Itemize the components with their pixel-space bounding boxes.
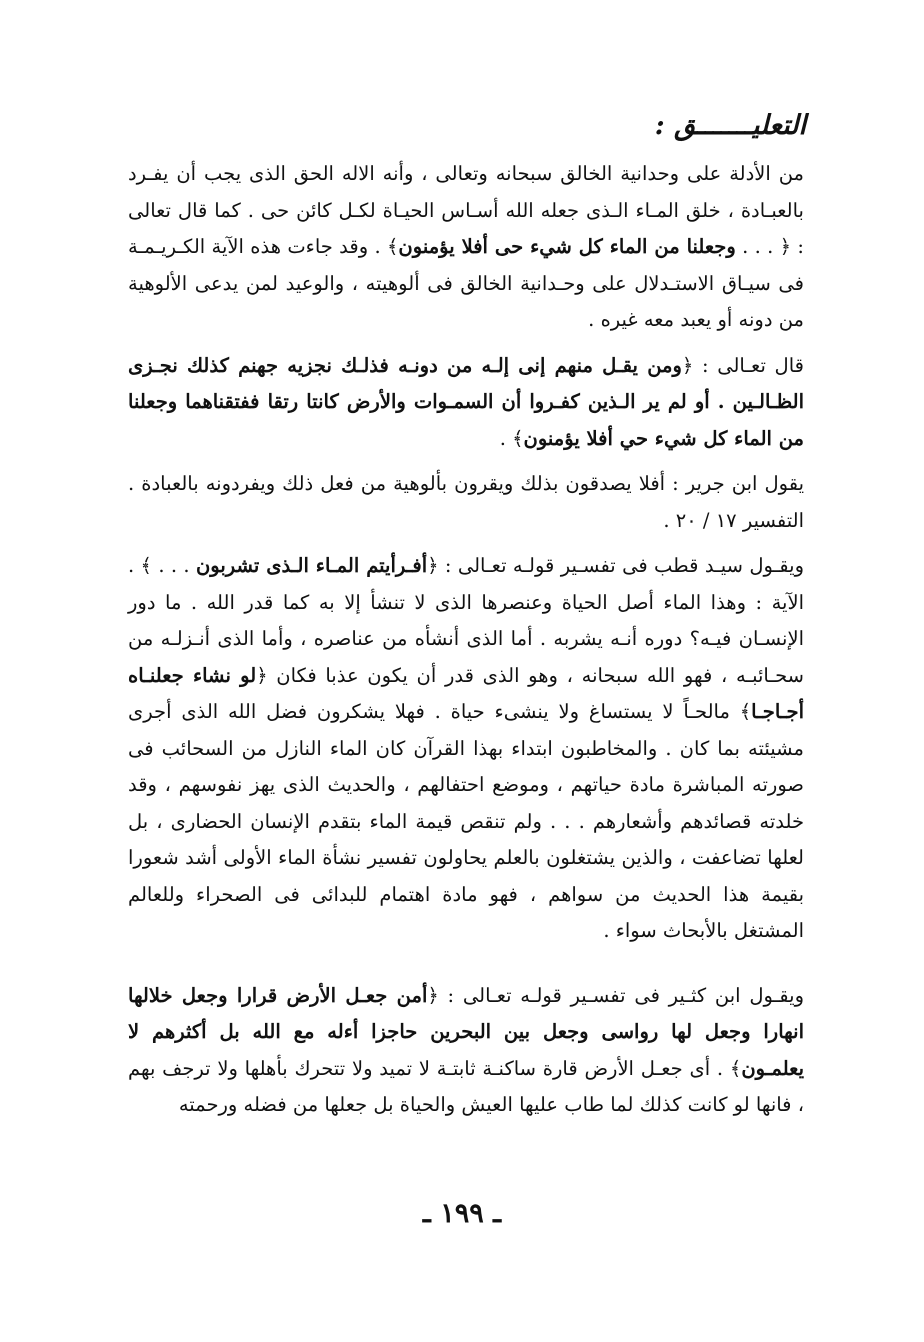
paragraph-text: قال تعـالى : ﴿ bbox=[681, 353, 804, 377]
paragraph-5 bbox=[128, 978, 804, 1124]
paragraph-4 bbox=[128, 548, 804, 950]
paragraph-1 bbox=[128, 156, 804, 339]
paragraph-text: ﴾ مالحـاً لا يستساغ ولا ينشىء حياة . فهلا يشكرون فضل الله الذى أجرى مشيئته بما كان . والمخاطبون ابتداء بهذا القرآن كان الماء النازل من السحائب فى صورته المباشرة مادة حياتهم ، وموضع احتفالهم ، والحديث الذى يهز نفوسهم ، وقد خلدته قصائدهم وأشعارهم . . . ولم تنقص قيمة الماء بتقدم الإنسان الحضارى ، بل لعلها تضاعفت ، والذين يشتغلون بالعلم يحاولون تفسير نشأة الماء الأولى أشد شعورا بقيمة هذا الحديث من سواهم ، فهو مادة اهتمام للبدائى فى الصحراء وللعالم المشتغل بالأبحاث سواء . bbox=[128, 700, 804, 942]
paragraph-text: ﴾ . أى جعـل الأرض قارة ساكنـة ثابتـة لا تميد ولا تتحرك بأهلها ولا ترجف بهم ، فانها لو كانت كذلك لما طاب عليها العيش والحياة بل جعلها من فضله ورحمته bbox=[128, 1056, 804, 1116]
paragraph-text: . . . ﴾ . الآية : وهذا الماء أصل الحياة وعنصرها الذى لا تنشأ إلا به كما قدر الله . ما دور الإنسـان فيـه؟ دوره أنـه يشربه . أما الذى أنشأه من عناصره ، وأما الذى أنـزلـه من سحـائبـه ، فهو الله سبحانه ، وهو الذى قدر أن يكون عذبا فكان ﴿ bbox=[128, 554, 805, 687]
quran-verse: ومن يقـل منهم إنى إلـه من دونـه فذلـك نجزيه جهنم كذلك نجـزى الظـالـين . أو لم ير الـذين كفـروا أن السمـوات والأرض كانتا رتقا ففتقناهما وجعلنا من الماء كل شيء حي أفلا يؤمنون bbox=[128, 353, 804, 450]
section-heading: التعليـــــــق : bbox=[654, 110, 806, 141]
paragraph-text: ﴾ . bbox=[499, 426, 524, 450]
paragraph-text: ويقـول ابن كثـير فى تفسـير قولـه تعـالى : ﴿ bbox=[427, 983, 805, 1007]
paragraph-2 bbox=[128, 348, 804, 458]
paragraph-text: ﴾ . وقد جاءت هذه الآية الكـريـمـة فى سيـاق الاستـدلال على وحـدانية الخالق فى ألوهيته ، والوعيد لمن يدعى الألوهية من دونه أو يعبد معه غيره . bbox=[128, 235, 804, 331]
quran-verse: أفـرأيتم المـاء الـذى تشربون bbox=[195, 554, 428, 577]
paragraph-text: ويقـول سيـد قطب فى تفسـير قولـه تعـالى : ﴿ bbox=[427, 554, 804, 577]
quran-verse: وجعلنا من الماء كل شيء حى أفلا يؤمنون bbox=[398, 235, 736, 258]
quran-verse: أمن جعـل الأرض قرارا وجعل خلالها انهارا وجعل لها رواسى وجعل بين البحرين حاجزا أءله مع الله بل أكثرهم لا يعلمـون bbox=[128, 983, 804, 1080]
paragraph-3 bbox=[128, 466, 804, 539]
paragraph-text: من الأدلة على وحدانية الخالق سبحانه وتعالى ، وأنه الاله الحق الذى يجب أن يفـرد بالعبـادة ، خلق المـاء الـذى جعله الله أسـاس الحيـاة لكـل كائن حى . كما قال تعالى : ﴿ . . . bbox=[128, 162, 804, 258]
paragraph-text: يقول ابن جرير : أفلا يصدقون بذلك ويقرون بألوهية من فعل ذلك ويفردونه بالعبادة . التفسير ١٧ / ٢٠ . bbox=[128, 472, 804, 532]
page-number: ـ ١٩٩ ـ bbox=[422, 1198, 502, 1229]
quran-verse: لو نشاء جعلنـاه أجـاجـا bbox=[128, 663, 804, 723]
page-body bbox=[128, 156, 804, 1133]
